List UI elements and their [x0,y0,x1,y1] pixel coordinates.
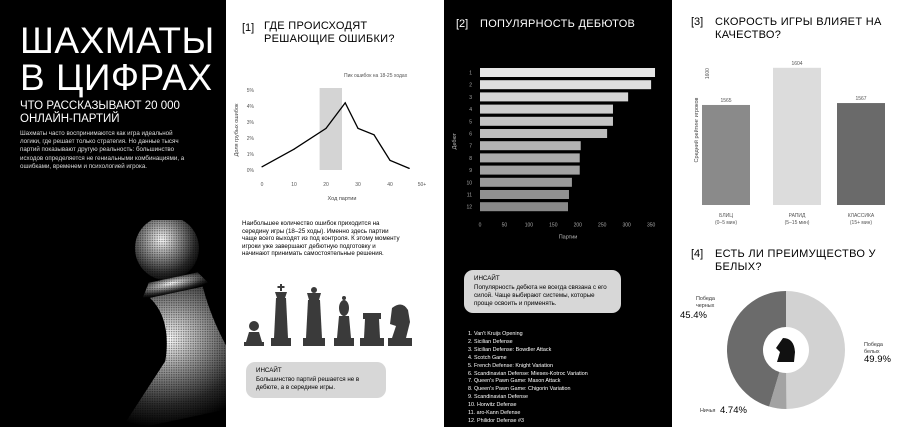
opening-list-item: 10. Horwitz Defense [468,402,517,409]
insight-text: Большинство партий решается не в дебюте, а в середине игры. [256,376,360,391]
x-axis-label: Ход партии [327,196,357,202]
x-axis-label: Партии [558,234,578,241]
y-tick-label: 2% [246,136,254,142]
speed-bar-chart [672,0,900,240]
bar-category-label: 2 [469,82,472,89]
section-number: [4] [691,248,704,260]
bar-category-label: 4 [469,107,472,114]
openings-panel [444,0,672,427]
opening-bar [480,92,628,101]
insight-box [464,270,621,313]
y-tick-label: 5% [246,88,254,94]
opening-list-item: 1. Van't Kruijs Opening [468,331,523,337]
y-tick-label: 4% [246,104,254,110]
opening-list-item: 9. Scandinavian Defense [468,394,528,401]
x-tick-label: 350 [646,222,656,229]
x-tick-label: 100 [524,222,534,229]
peak-annotation: Пик ошибок на 18-25 ходах [344,73,408,79]
pie-label-black: Победа черных [696,296,715,309]
line-point [345,102,346,103]
chess-pieces-image [226,278,444,353]
line-point [357,128,358,129]
opening-list-item: 5. French Defense: Knight Variation [468,362,553,369]
opening-list-item: 3. Sicilian Defense: Bowdler Attack [468,346,552,353]
bar-category-label: 1 [469,70,472,77]
pie-label-draw: Ничья [700,408,716,414]
bar-sublabel: (5–15 мин) [784,220,810,226]
mistakes-paragraph: Наибольшее количество ошибок приходится на середину игры (18–25 ходы). Именно здесь партии чаще всего выходят из под контроля. К этому моменту игроки уже завершают дебютную подготовку и начинают принимать самостоятельные решения. [242,220,400,258]
opening-bar [480,117,613,126]
x-tick-label: 20 [323,182,329,188]
opening-bar [480,153,580,162]
opening-bar [480,166,580,175]
section-title: ГДЕ ПРОИСХОДЯТ РЕШАЮЩИЕ ОШИБКИ? [264,20,395,45]
x-tick-label: 250 [598,222,607,229]
y-tick-label: 3% [246,120,254,126]
x-tick-label: 10 [291,182,297,188]
opening-list-item: 4. Scotch Game [468,354,507,361]
openings-bar-chart [444,0,672,260]
bar-category-label: 11 [466,192,472,199]
x-tick-label: 50 [501,222,508,229]
section-number: [3] [691,16,704,28]
y-tick-label: 0% [246,168,254,174]
openings-list [468,331,588,426]
opening-bar [480,105,613,114]
opening-list-item: 8. Queen's Pawn Game: Chigorin Variation [468,386,571,393]
line-point [261,166,262,167]
speed-bar [773,68,821,205]
opening-bar [480,80,651,89]
mistakes-panel [226,0,444,427]
opening-list-item: 12. Philidor Defense #3 [468,417,525,424]
bar-category-label: 10 [466,180,472,187]
bar-category-label: 7 [469,143,472,150]
bar-value-label: 1567 [855,96,867,103]
opening-list-item: 11. aro-Kann Defense [468,410,521,417]
y-tick-label: 1600 [705,68,711,80]
line-point [389,160,390,161]
line-point [373,134,374,135]
x-tick-label: 40 [387,182,393,188]
subtitle: ЧТО РАССКАЗЫВАЮТ 20 000 ОНЛАЙН-ПАРТИЙ [20,100,180,125]
x-tick-label: 0 [478,222,482,229]
line-point [409,168,410,169]
opening-list-item: 7. Queen's Pawn Game: Mason Attack [468,378,561,385]
line-point [325,128,326,129]
bar-category-label: КЛАССИКА [847,213,875,219]
x-tick-label: 300 [622,222,631,229]
y-axis-label: Дебют [452,132,458,150]
bar-category-label: 6 [469,131,472,138]
opening-bar [480,141,581,150]
opening-list-item: 2. Sicilian Defense [468,338,513,345]
main-title [20,22,215,96]
insight-text: Популярность дебюта не всегда связана с его силой. Чаще выбирают системы, которые проще освоить и применять. [474,284,607,307]
bar-category-label: 12 [466,204,472,211]
pawn-image [0,220,226,427]
pie-value-black: 45.4% [680,310,707,321]
y-axis-label: Доля грубых ошибок [234,103,240,157]
section-number: [1] [242,22,255,34]
speed-bar [837,103,885,205]
bar-category-label: 3 [469,94,472,101]
opening-bar [480,202,568,211]
x-tick-label: 30 [355,182,361,188]
x-tick-label: 0 [260,182,264,188]
line-point [293,149,294,150]
section-title: СКОРОСТЬ ИГРЫ ВЛИЯЕТ НА КАЧЕСТВО? [715,16,882,41]
main-title-line1: ШАХМАТЫ [20,20,215,61]
pie-value-draw: 4.74% [720,405,747,416]
x-tick-label: 200 [573,222,582,229]
insight-heading: ИНСАЙТ [474,275,500,282]
bar-sublabel: (15+ мин) [849,220,873,226]
intro-text: Шахматы часто воспринимаются как игра идеальной логики, где решает только стратегия. Но данные тысяч партий показывают другую реальность: большинство исходов определяется не гениальными комбинациями, а ошибками, временем и психологией игрока. [20,130,185,170]
bar-category-label: 5 [469,119,472,126]
opening-list-item: 6. Scandinavian Defense: Mieses-Kotroc Variation [468,370,588,377]
speed-bar [702,105,750,205]
main-title-line2: В ЦИФРАХ [20,57,213,98]
bar-category-label: 8 [469,155,472,162]
bar-category-label: БЛИЦ [719,213,733,219]
bar-category-label: РАПИД [788,213,806,219]
opening-bar [480,190,569,199]
section-title: ЕСТЬ ЛИ ПРЕИМУЩЕСТВО У БЕЛЫХ? [715,248,876,273]
section-number: [2] [456,18,469,30]
bar-category-label: 9 [469,168,472,175]
insight-box [246,362,386,398]
opening-bar [480,68,655,77]
opening-bar [480,129,607,138]
peak-highlight [320,88,342,170]
mistakes-line-chart [226,0,444,215]
insight-heading: ИНСАЙТ [256,367,282,374]
pie-label-white: Победа белых [864,342,883,355]
pie-value-white: 49.9% [864,354,891,365]
bar-value-label: 1565 [720,97,732,104]
intro-panel [0,0,226,427]
y-axis-label: Средний рейтинг игроков [694,97,700,163]
x-tick-label: 50+ [417,182,427,188]
opening-bar [480,178,572,187]
y-tick-label: 1% [246,152,254,158]
section-title: ПОПУЛЯРНОСТЬ ДЕБЮТОВ [480,18,636,30]
bar-sublabel: (0–5 мин) [714,220,738,226]
x-tick-label: 150 [549,222,558,229]
bar-value-label: 1604 [791,60,803,67]
speed-and-color-panel [672,0,900,427]
